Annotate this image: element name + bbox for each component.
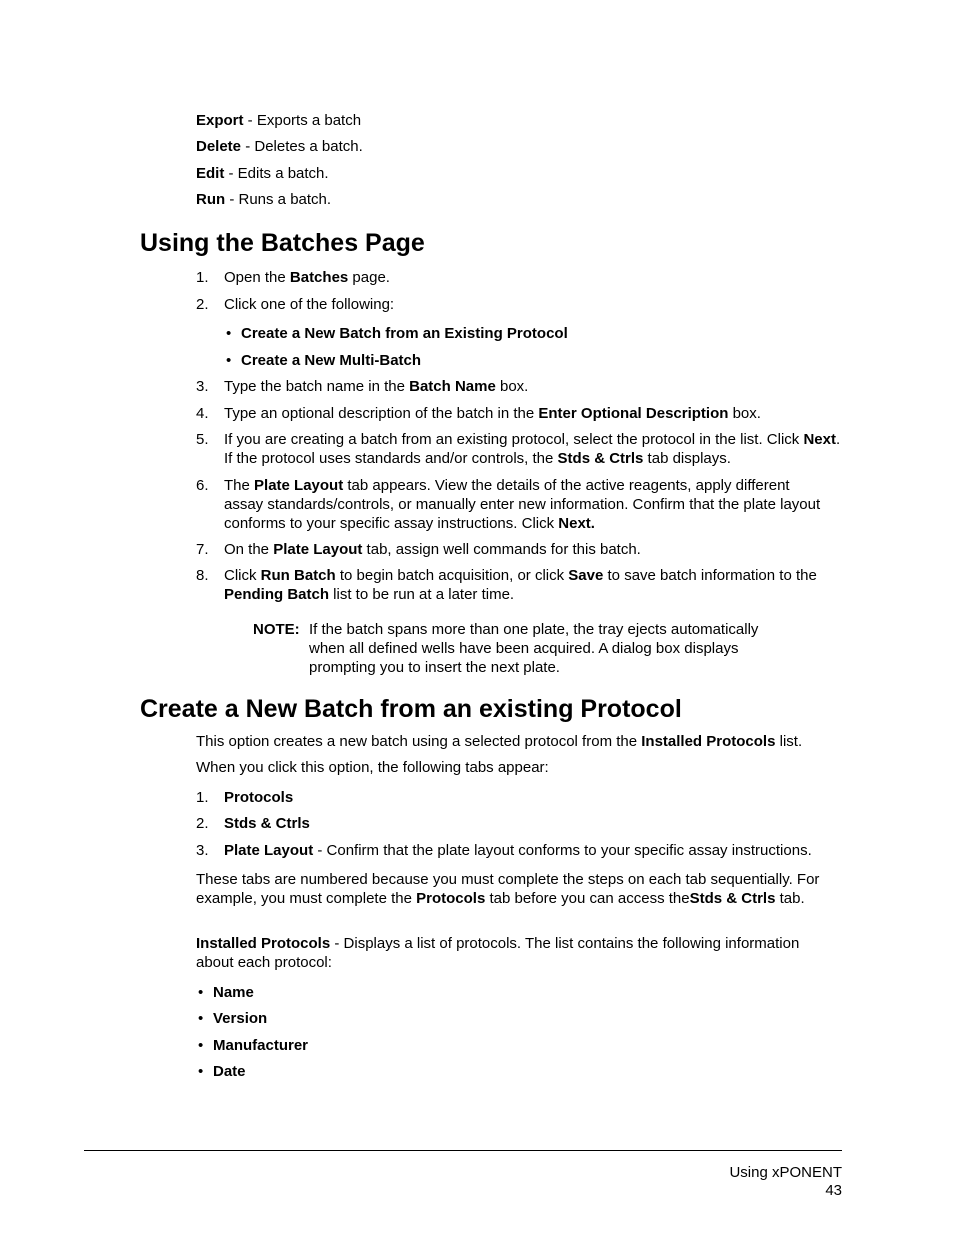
info-item-date: Date [213, 1063, 246, 1080]
step-5: If you are creating a batch from an existing protocol, select the protocol in the list. Click Next. If the protocol uses standards and/or controls, the Stds & Ctrls tab displays. [224, 431, 841, 467]
info-item-version: Version [213, 1010, 268, 1027]
footer-title: Using xPONENT [729, 1164, 842, 1181]
run-definition [196, 190, 331, 209]
step-number: 2. [196, 296, 209, 313]
bullet-icon: • [198, 984, 204, 1001]
footer-divider [84, 1150, 842, 1151]
step-number: 8. [196, 567, 209, 584]
note-text: If the batch spans more than one plate, the tray ejects automatically when all defined wells have been acquired. A dialog box displays prompting you to insert the next plate. [309, 621, 759, 676]
edit-definition [196, 164, 329, 183]
section-heading-create-new-batch: Create a New Batch from an existing Protocol [140, 695, 682, 723]
step-number: 1. [196, 269, 209, 286]
page-number: 43 [825, 1182, 842, 1199]
bullet-icon: • [226, 325, 232, 342]
sequence-paragraph: These tabs are numbered because you must complete the steps on each tab sequentially. For example, you must complete the Protocols tab before you can access theStds & Ctrls tab. [196, 871, 820, 907]
bullet-icon: • [198, 1037, 204, 1054]
bullet-icon: • [226, 352, 232, 369]
term: Edit [196, 165, 225, 182]
delete-definition [196, 137, 363, 156]
step-number: 4. [196, 405, 209, 422]
bullet-icon: • [198, 1063, 204, 1080]
term: Export [196, 112, 244, 129]
option-create-from-protocol: Create a New Batch from an Existing Protocol [241, 325, 568, 342]
step-8: Click Run Batch to begin batch acquisition, or click Save to save batch information to the Pending Batch list to be run at a later time. [224, 567, 817, 603]
tab-item-protocols: Protocols [224, 789, 294, 806]
bullet-icon: • [198, 1010, 204, 1027]
step-number: 3. [196, 378, 209, 395]
step-number: 2. [196, 815, 209, 832]
step-number: 7. [196, 541, 209, 558]
tab-item-plate-layout: Plate Layout - Confirm that the plate layout conforms to your specific assay instructions. [224, 842, 812, 859]
tabs-intro: When you click this option, the following tabs appear: [196, 759, 549, 776]
section-heading-using-batches-page: Using the Batches Page [140, 229, 425, 257]
description: - Runs a batch. [225, 191, 332, 208]
step-1: Open the Batches page. [224, 269, 390, 286]
step-3: Type the batch name in the Batch Name box. [224, 378, 529, 395]
step-number: 6. [196, 477, 209, 494]
step-6: The Plate Layout tab appears. View the details of the active reagents, apply different assay standards/controls, or manually enter new information. Confirm that the plate layout conforms to your specific assay instructions. Click Next. [224, 477, 821, 532]
description: - Deletes a batch. [241, 138, 363, 155]
export-definition [196, 111, 361, 130]
step-2: Click one of the following: [224, 296, 395, 313]
step-7: On the Plate Layout tab, assign well commands for this batch. [224, 541, 641, 558]
term: Run [196, 191, 226, 208]
option-create-multi-batch: Create a New Multi-Batch [241, 352, 422, 369]
info-item-name: Name [213, 984, 254, 1001]
step-number: 1. [196, 789, 209, 806]
description: - Exports a batch [243, 112, 362, 129]
description: - Edits a batch. [224, 165, 329, 182]
term: Delete [196, 138, 242, 155]
tab-item-stds-ctrls: Stds & Ctrls [224, 815, 310, 832]
intro-paragraph: This option creates a new batch using a selected protocol from the Installed Protocols list. [196, 733, 803, 750]
installed-protocols-paragraph: Installed Protocols - Displays a list of protocols. The list contains the following information about each protocol: [196, 935, 800, 971]
step-4: Type an optional description of the batch in the Enter Optional Description box. [224, 405, 761, 422]
note-label: NOTE: [253, 621, 300, 638]
step-number: 5. [196, 431, 209, 448]
step-number: 3. [196, 842, 209, 859]
info-item-manufacturer: Manufacturer [213, 1037, 309, 1054]
